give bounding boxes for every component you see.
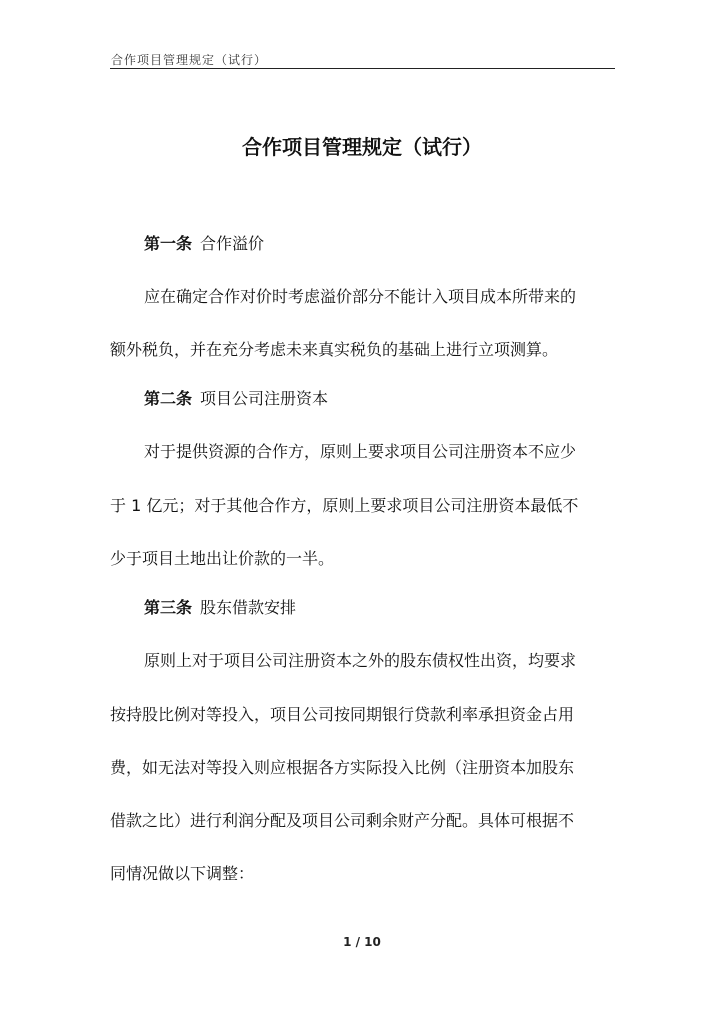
article-title: 股东借款安排 — [200, 598, 297, 617]
paragraph-line: 同情况做以下调整： — [110, 864, 255, 883]
page-number: 1 / 10 — [343, 935, 381, 949]
article-heading — [144, 234, 264, 254]
header-divider — [110, 68, 615, 69]
paragraph-line: 额外税负，并在充分考虑未来真实税负的基础上进行立项测算。 — [110, 340, 559, 359]
paragraph-line: 借款之比）进行利润分配及项目公司剩余财产分配。具体可根据不 — [110, 811, 575, 830]
article-number: 第一条 — [144, 234, 193, 253]
paragraph-line: 应在确定合作对价时考虑溢价部分不能计入项目成本所带来的 — [144, 287, 577, 306]
header-title: 合作项目管理规定（试行） — [111, 53, 268, 67]
paragraph-line: 原则上对于项目公司注册资本之外的股东债权性出资，均要求 — [144, 651, 577, 670]
paragraph-line: 费，如无法对等投入则应根据各方实际投入比例（注册资本加股东 — [110, 758, 575, 777]
article-number: 第二条 — [144, 389, 193, 408]
article-title: 项目公司注册资本 — [200, 389, 329, 408]
paragraph-line: 按持股比例对等投入，项目公司按同期银行贷款利率承担资金占用 — [110, 705, 575, 724]
paragraph-line: 于 1 亿元；对于其他合作方，原则上要求项目公司注册资本最低不 — [110, 496, 579, 515]
document-title: 合作项目管理规定（试行） — [242, 135, 482, 159]
article-heading — [144, 389, 328, 409]
article-number: 第三条 — [144, 598, 193, 617]
paragraph-line: 少于项目土地出让价款的一半。 — [110, 549, 335, 568]
paragraph-line: 对于提供资源的合作方，原则上要求项目公司注册资本不应少 — [144, 442, 577, 461]
article-heading — [144, 598, 296, 618]
article-title: 合作溢价 — [200, 234, 265, 253]
